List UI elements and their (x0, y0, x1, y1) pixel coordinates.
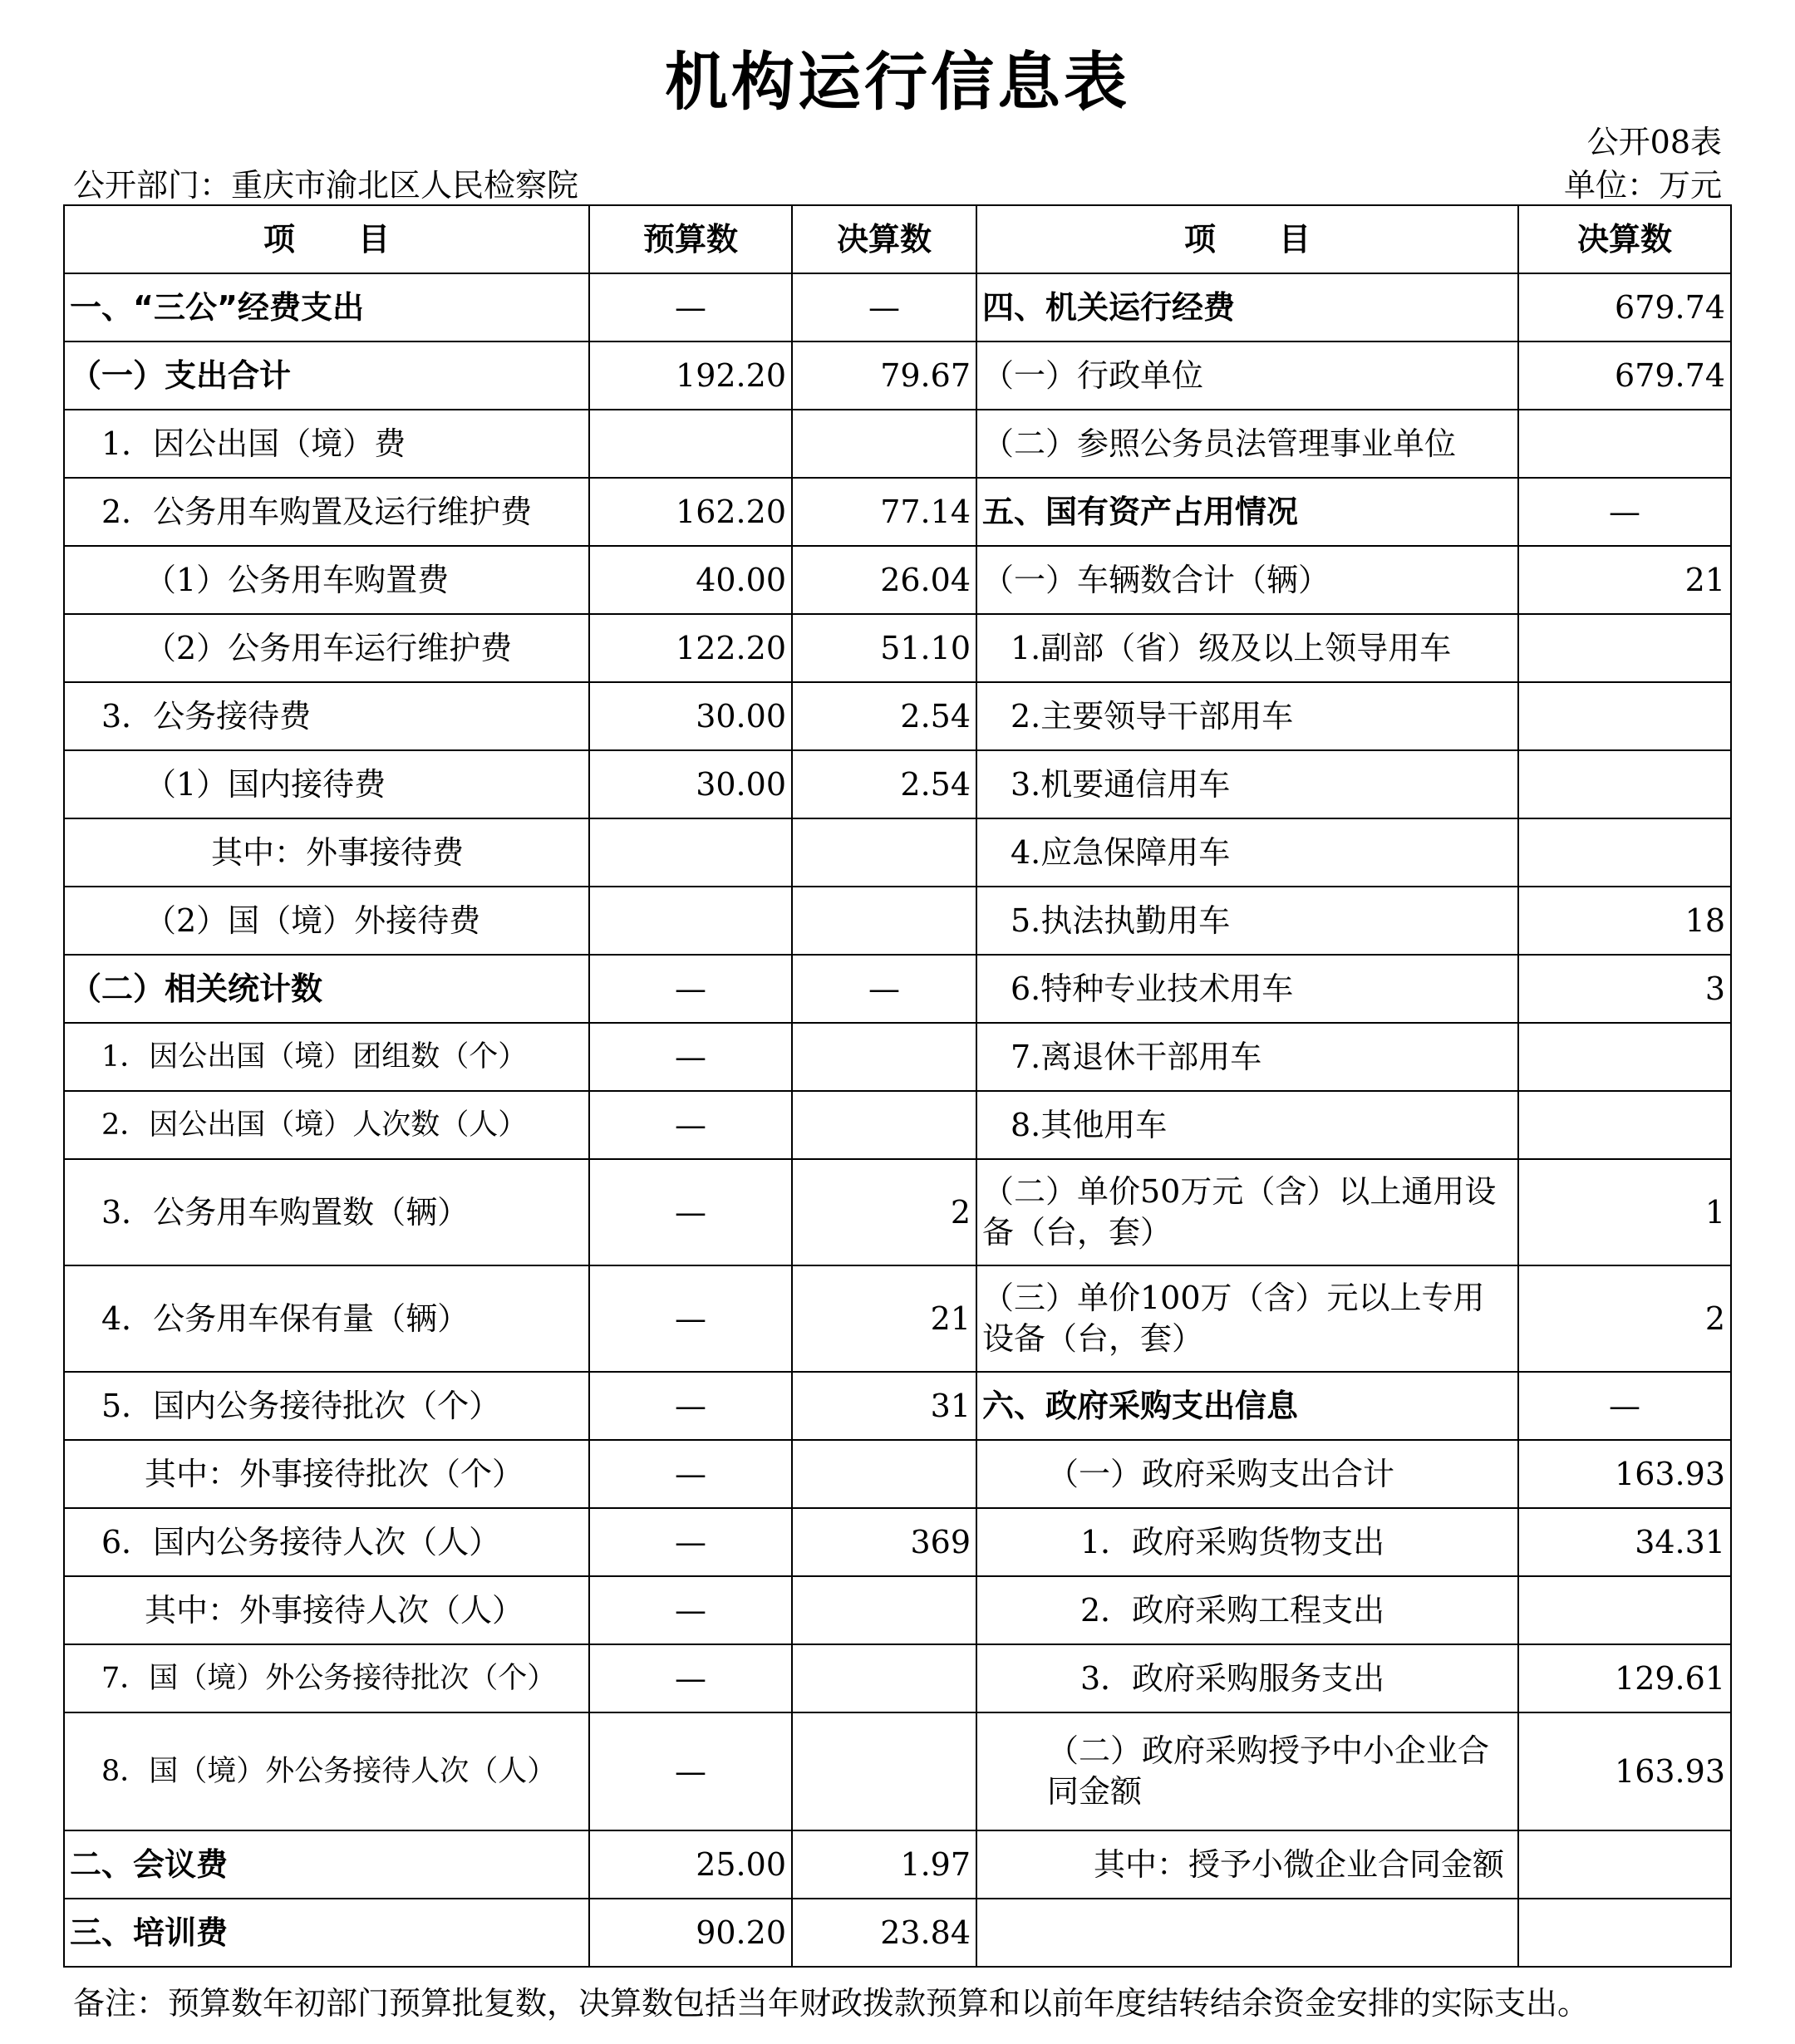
row-final: — (792, 273, 976, 341)
row-item-right: （三）单价100万（含）元以上专用设备（台，套） (976, 1265, 1518, 1372)
row-item-left: 其中：外事接待批次（个） (64, 1440, 589, 1508)
row-final-right (1518, 1899, 1731, 1967)
row-item-right: 四、机关运行经费 (976, 273, 1518, 341)
table-row (64, 682, 1731, 750)
row-budget: — (589, 1023, 792, 1091)
row-final-right (1518, 750, 1731, 818)
row-item-right: （二）参照公务员法管理事业单位 (976, 410, 1518, 478)
row-final: 2.54 (792, 682, 976, 750)
row-final-right: 2 (1518, 1265, 1731, 1372)
form-number: 公开08表 (1586, 124, 1722, 160)
row-item-right: 5.执法执勤用车 (976, 887, 1518, 955)
row-item-left: 1．因公出国（境）团组数（个） (64, 1023, 589, 1091)
table-row (64, 273, 1731, 341)
table-row (64, 1440, 1731, 1508)
table-row (64, 818, 1731, 887)
row-budget: — (589, 1091, 792, 1159)
row-final (792, 1440, 976, 1508)
row-item-right: 2．政府采购工程支出 (976, 1576, 1518, 1644)
row-item-left: 5．国内公务接待批次（个） (64, 1372, 589, 1440)
row-item-left: （1）国内接待费 (64, 750, 589, 818)
row-final: 21 (792, 1265, 976, 1372)
row-item-right: （一）行政单位 (976, 341, 1518, 410)
row-budget: 90.20 (589, 1899, 792, 1967)
row-item-left: 4．公务用车保有量（辆） (64, 1265, 589, 1372)
row-item-left: （一）支出合计 (64, 341, 589, 410)
row-item-left: 一、“三公”经费支出 (64, 273, 589, 341)
row-item-right (976, 1899, 1518, 1967)
row-item-left: （1）公务用车购置费 (64, 546, 589, 614)
row-final (792, 887, 976, 955)
row-final-right: — (1518, 478, 1731, 546)
table-row (64, 887, 1731, 955)
row-final: 23.84 (792, 1899, 976, 1967)
table-row (64, 1576, 1731, 1644)
row-budget: 30.00 (589, 682, 792, 750)
row-item-right: （二）单价50万元（含）以上通用设备（台，套） (976, 1159, 1518, 1265)
row-item-left: 7．国（境）外公务接待批次（个） (64, 1644, 589, 1712)
row-final: 31 (792, 1372, 976, 1440)
page-title: 机构运行信息表 (665, 45, 1130, 119)
table-row (64, 1265, 1731, 1372)
row-final (792, 1576, 976, 1644)
header-item-left: 项 目 (64, 205, 589, 273)
row-item-right: 8.其他用车 (976, 1091, 1518, 1159)
header-item-right: 项 目 (976, 205, 1518, 273)
row-final-right: 679.74 (1518, 341, 1731, 410)
table-row (64, 1644, 1731, 1712)
row-final: 77.14 (792, 478, 976, 546)
row-final: 79.67 (792, 341, 976, 410)
row-final-right (1518, 614, 1731, 682)
table-row (64, 546, 1731, 614)
row-item-right: 其中：授予小微企业合同金额 (976, 1830, 1518, 1899)
row-item-left: 6．国内公务接待人次（人） (64, 1508, 589, 1576)
row-final-right (1518, 1576, 1731, 1644)
row-item-left: 3．公务接待费 (64, 682, 589, 750)
row-final: 2.54 (792, 750, 976, 818)
table-row (64, 410, 1731, 478)
row-item-left: （二）相关统计数 (64, 955, 589, 1023)
table-row (64, 1712, 1731, 1830)
footnote: 备注：预算数年初部门预算批复数，决算数包括当年财政拨款预算和以前年度结转结余资金安排的实际支出。 (73, 1985, 1590, 2022)
row-budget: — (589, 1159, 792, 1265)
row-item-right: 1．政府采购货物支出 (976, 1508, 1518, 1576)
row-budget: — (589, 955, 792, 1023)
row-budget: — (589, 1644, 792, 1712)
row-budget: 40.00 (589, 546, 792, 614)
row-final (792, 1712, 976, 1830)
row-final (792, 410, 976, 478)
row-item-right: 3．政府采购服务支出 (976, 1644, 1518, 1712)
row-item-left: 三、培训费 (64, 1899, 589, 1967)
row-final (792, 1023, 976, 1091)
row-final-right: 34.31 (1518, 1508, 1731, 1576)
table-row (64, 614, 1731, 682)
row-item-left: （2）公务用车运行维护费 (64, 614, 589, 682)
row-budget: — (589, 1712, 792, 1830)
header-budget: 预算数 (589, 205, 792, 273)
table-row (64, 1830, 1731, 1899)
row-budget: 25.00 (589, 1830, 792, 1899)
row-final-right (1518, 1830, 1731, 1899)
row-item-right: 6.特种专业技术用车 (976, 955, 1518, 1023)
row-item-right: 六、政府采购支出信息 (976, 1372, 1518, 1440)
row-item-right: 3.机要通信用车 (976, 750, 1518, 818)
row-final-right: — (1518, 1372, 1731, 1440)
row-item-right: （一）政府采购支出合计 (976, 1440, 1518, 1508)
row-item-right: 7.离退休干部用车 (976, 1023, 1518, 1091)
row-final-right (1518, 1023, 1731, 1091)
table-row (64, 1023, 1731, 1091)
row-final: — (792, 955, 976, 1023)
row-final-right: 163.93 (1518, 1440, 1731, 1508)
row-final-right: 129.61 (1518, 1644, 1731, 1712)
row-item-right: 五、国有资产占用情况 (976, 478, 1518, 546)
row-item-left: （2）国（境）外接待费 (64, 887, 589, 955)
row-final-right: 18 (1518, 887, 1731, 955)
row-final-right (1518, 410, 1731, 478)
row-budget: — (589, 1372, 792, 1440)
row-final-right: 163.93 (1518, 1712, 1731, 1830)
row-final: 1.97 (792, 1830, 976, 1899)
row-final-right: 21 (1518, 546, 1731, 614)
row-budget: 162.20 (589, 478, 792, 546)
row-item-left: 3．公务用车购置数（辆） (64, 1159, 589, 1265)
table-row (64, 1899, 1731, 1967)
row-item-left: 8．国（境）外公务接待人次（人） (64, 1712, 589, 1830)
row-item-right: （一）车辆数合计（辆） (976, 546, 1518, 614)
row-budget: — (589, 1265, 792, 1372)
row-budget: — (589, 1440, 792, 1508)
row-budget: 192.20 (589, 341, 792, 410)
row-budget (589, 887, 792, 955)
table-header-row (64, 205, 1731, 273)
table-row (64, 1091, 1731, 1159)
row-final (792, 1091, 976, 1159)
row-final: 51.10 (792, 614, 976, 682)
table-row (64, 955, 1731, 1023)
table-row (64, 1159, 1731, 1265)
table-row (64, 478, 1731, 546)
header-final-right: 决算数 (1518, 205, 1731, 273)
row-final-right (1518, 1091, 1731, 1159)
row-final-right: 679.74 (1518, 273, 1731, 341)
row-item-right: 1.副部（省）级及以上领导用车 (976, 614, 1518, 682)
row-budget: 122.20 (589, 614, 792, 682)
row-budget: — (589, 1576, 792, 1644)
row-final: 2 (792, 1159, 976, 1265)
department-label: 公开部门：重庆市渝北区人民检察院 (73, 167, 579, 204)
table-row (64, 341, 1731, 410)
row-item-left: 2．因公出国（境）人次数（人） (64, 1091, 589, 1159)
row-final-right: 3 (1518, 955, 1731, 1023)
row-budget: 30.00 (589, 750, 792, 818)
table-row (64, 1508, 1731, 1576)
row-final-right (1518, 818, 1731, 887)
row-budget: — (589, 273, 792, 341)
info-table (63, 204, 1732, 1968)
row-item-left: 二、会议费 (64, 1830, 589, 1899)
row-final: 369 (792, 1508, 976, 1576)
row-final (792, 1644, 976, 1712)
table-row (64, 750, 1731, 818)
header-final: 决算数 (792, 205, 976, 273)
row-item-left: 其中：外事接待人次（人） (64, 1576, 589, 1644)
row-budget (589, 818, 792, 887)
row-final (792, 818, 976, 887)
row-final-right: 1 (1518, 1159, 1731, 1265)
row-final-right (1518, 682, 1731, 750)
row-item-left: 2．公务用车购置及运行维护费 (64, 478, 589, 546)
row-item-right: （二）政府采购授予中小企业合同金额 (976, 1712, 1518, 1830)
row-item-right: 2.主要领导干部用车 (976, 682, 1518, 750)
row-budget: — (589, 1508, 792, 1576)
row-budget (589, 410, 792, 478)
row-item-left: 1．因公出国（境）费 (64, 410, 589, 478)
unit-label: 单位：万元 (1563, 167, 1722, 204)
row-item-right: 4.应急保障用车 (976, 818, 1518, 887)
row-final: 26.04 (792, 546, 976, 614)
row-item-left: 其中：外事接待费 (64, 818, 589, 887)
table-row (64, 1372, 1731, 1440)
